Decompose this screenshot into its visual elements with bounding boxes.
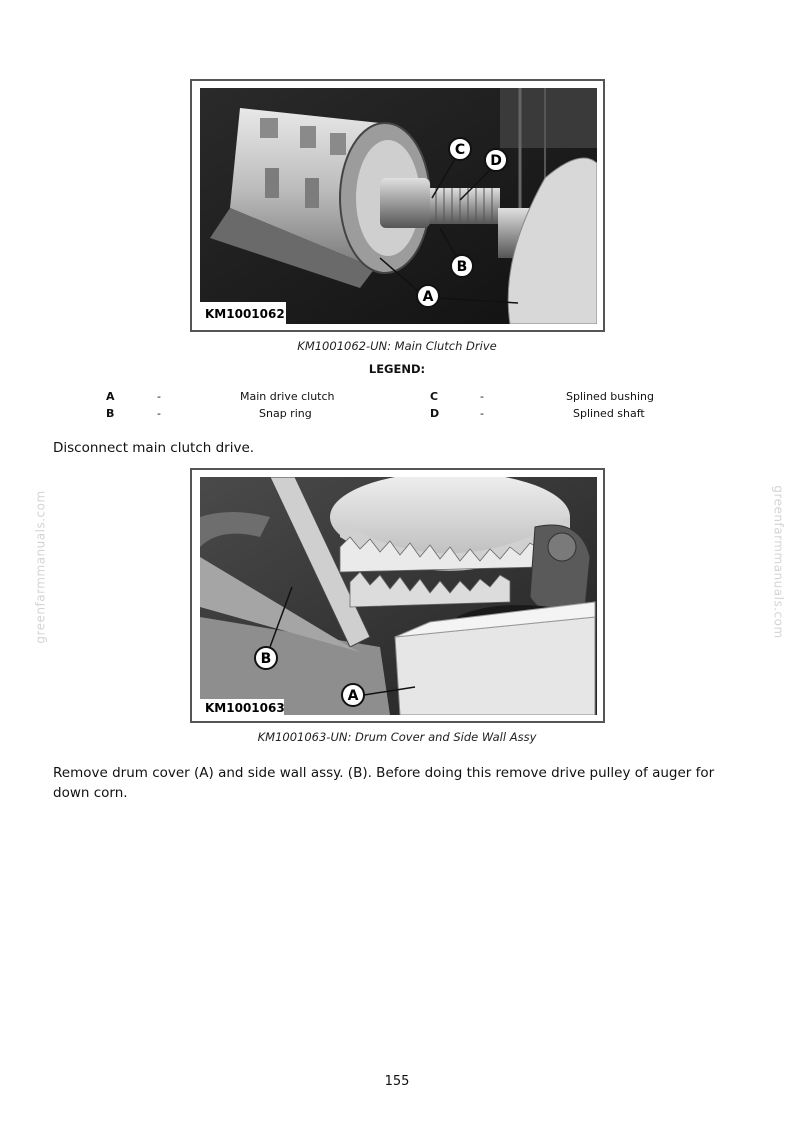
- legend-key: B: [106, 407, 115, 420]
- callout-b-label: B: [260, 651, 272, 667]
- legend-dash: -: [157, 390, 161, 403]
- photo-drum-cover: [200, 477, 597, 715]
- callout-c-label: C: [454, 142, 466, 158]
- photo-main-clutch-drive: [200, 88, 597, 324]
- figure1-code: KM1001062: [205, 307, 285, 321]
- legend-key: D: [430, 407, 440, 420]
- legend-description: Snap ring: [259, 407, 312, 420]
- figure2-caption: KM1001063-UN: Drum Cover and Side Wall Assy: [257, 730, 537, 744]
- legend-description: Main drive clutch: [240, 390, 335, 403]
- legend-dash: -: [480, 390, 484, 403]
- legend-key: A: [106, 390, 115, 403]
- figure2-code: KM1001063: [205, 701, 285, 715]
- legend-row: [0, 407, 794, 423]
- legend-dash: -: [480, 407, 484, 420]
- figure-drum-cover: [190, 468, 605, 723]
- legend-title: LEGEND:: [368, 362, 426, 376]
- callout-d-label: D: [490, 153, 502, 169]
- callout-a-label: A: [347, 688, 359, 704]
- instruction-disconnect: Disconnect main clutch drive.: [53, 440, 255, 456]
- figure-main-clutch-drive: [190, 79, 605, 332]
- legend-dash: -: [157, 407, 161, 420]
- legend-description: Splined bushing: [566, 390, 654, 403]
- callout-b-label: B: [456, 259, 468, 275]
- figure1-caption: KM1001062-UN: Main Clutch Drive: [297, 339, 497, 353]
- watermark-left: greenfarmmanuals.com: [33, 490, 48, 644]
- instruction-remove-drum-cover: Remove drum cover (A) and side wall assy. (B). Before doing this remove drive pulley of auger for down corn.: [53, 765, 715, 801]
- legend-description: Splined shaft: [573, 407, 645, 420]
- legend-key: C: [430, 390, 439, 403]
- legend-row: [0, 390, 794, 406]
- page-number: 155: [384, 1074, 410, 1089]
- callout-a-label: A: [422, 289, 434, 305]
- watermark-right: greenfarmmanuals.com: [771, 485, 786, 639]
